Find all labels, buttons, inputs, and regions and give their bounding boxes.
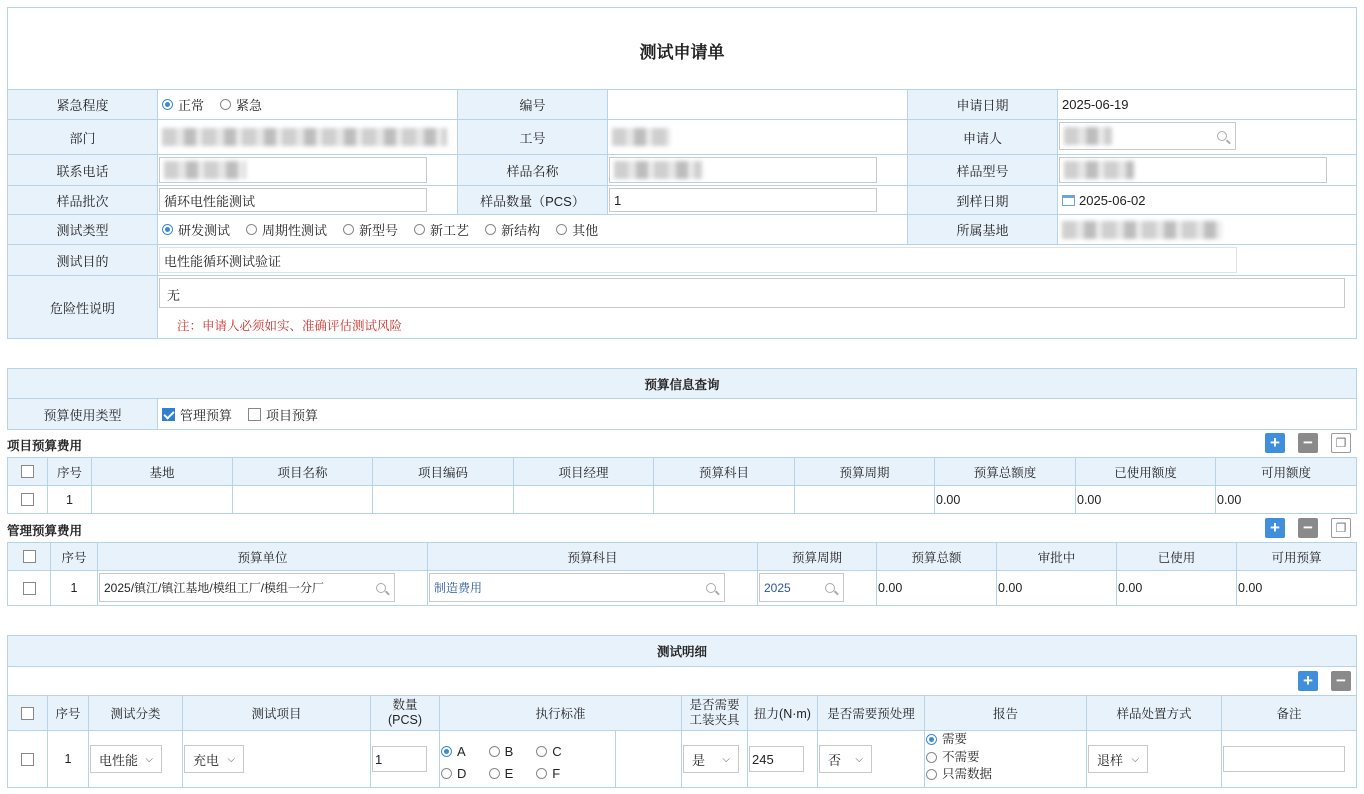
test-type-label: 测试类型 <box>7 214 158 245</box>
search-icon[interactable] <box>1217 131 1227 141</box>
project-col-no: 序号 <box>47 457 92 486</box>
mgmt-col-unit: 预算单位 <box>97 542 428 571</box>
mgmt-subject-value: 制造费用 <box>434 581 483 595</box>
sample-qty-input[interactable]: 1 <box>609 188 877 212</box>
radio-icon <box>485 224 496 235</box>
sample-model-label: 样品型号 <box>907 154 1058 186</box>
arrive-date-cell[interactable] <box>1057 185 1357 215</box>
chevron-down-icon: ⌵ <box>227 753 235 765</box>
radio-checked-icon <box>926 734 937 745</box>
urgency-option-normal[interactable]: 正常 <box>162 95 204 114</box>
sample-batch-label: 样品批次 <box>7 185 158 215</box>
checkbox-icon[interactable] <box>21 465 34 478</box>
urgency-radio-group <box>157 89 458 120</box>
detail-col-fixture: 是否需要 工装夹具 <box>681 695 748 731</box>
radio-icon <box>343 224 354 235</box>
project-col-code: 项目编码 <box>372 457 514 486</box>
urgency-label: 紧急程度 <box>7 89 158 120</box>
chevron-down-icon: ⌵ <box>1131 753 1139 765</box>
test-type-option-periodic[interactable]: 周期性测试 <box>246 220 327 239</box>
chevron-down-icon: ⌵ <box>722 753 730 765</box>
base-value <box>1057 214 1357 245</box>
project-col-total: 预算总额度 <box>934 457 1076 486</box>
arrive-date-label: 到样日期 <box>907 185 1058 215</box>
sample-batch-input[interactable]: 循环电性能测试 <box>159 188 427 212</box>
standard-option-d[interactable]: D <box>441 763 485 784</box>
standard-option-b[interactable]: B <box>489 741 533 762</box>
urgency-option-urgent[interactable]: 紧急 <box>220 95 262 114</box>
report-radio-group <box>926 731 992 784</box>
minus-icon[interactable]: − <box>1298 518 1318 538</box>
budget-use-type-label: 预算使用类型 <box>7 398 158 430</box>
radio-icon <box>246 224 257 235</box>
project-col-manager: 项目经理 <box>513 457 654 486</box>
radio-icon <box>536 768 547 779</box>
redacted-text <box>1064 161 1134 179</box>
dept-value <box>157 119 458 155</box>
project-row-name[interactable] <box>232 485 373 514</box>
test-type-option-new-structure[interactable]: 新结构 <box>485 220 540 239</box>
project-row-subject[interactable] <box>653 485 795 514</box>
dept-label: 部门 <box>7 119 158 155</box>
detail-toolbar <box>7 666 1357 696</box>
copy-icon[interactable]: ❐ <box>1331 518 1351 538</box>
checkbox-checked-icon <box>162 408 175 421</box>
mgmt-col-avail: 可用预算 <box>1236 542 1357 571</box>
page-title: 测试申请单 <box>639 43 725 62</box>
minus-icon[interactable]: − <box>1298 433 1318 453</box>
plus-icon[interactable]: + <box>1265 518 1285 538</box>
detail-col-pretreat: 是否需要预处理 <box>817 695 925 731</box>
budget-option-project[interactable]: 项目预算 <box>248 405 318 424</box>
detail-row-standard-extra <box>615 730 682 788</box>
report-option-data-only[interactable]: 只需数据 <box>926 766 992 784</box>
sample-name-input[interactable] <box>609 157 877 183</box>
calendar-icon[interactable] <box>1062 195 1075 206</box>
radio-icon <box>556 224 567 235</box>
sample-qty-label: 样品数量（PCS） <box>457 185 608 215</box>
hazard-note: 注：申请人必须如实、准确评估测试风险 <box>177 319 403 333</box>
project-col-used: 已使用额度 <box>1075 457 1216 486</box>
search-icon[interactable] <box>706 583 716 593</box>
project-col-base: 基地 <box>91 457 233 486</box>
apply-date-value: 2025-06-19 <box>1057 89 1357 120</box>
hazard-label: 危险性说明 <box>7 275 158 339</box>
qty-input[interactable]: 1 <box>372 746 427 772</box>
radio-checked-icon <box>441 746 452 757</box>
budget-use-type-group <box>157 398 1357 430</box>
detail-col-no: 序号 <box>47 695 89 731</box>
applicant-input[interactable] <box>1059 122 1236 150</box>
checkbox-icon[interactable] <box>21 707 34 720</box>
standard-radio-group <box>441 741 613 785</box>
radio-icon <box>489 768 500 779</box>
mgmt-row-pending: 0.00 <box>996 570 1117 606</box>
test-type-option-rd[interactable]: 研发测试 <box>162 220 230 239</box>
test-type-radio-group <box>157 214 908 245</box>
pretreat-select[interactable]: 否 ⌵ <box>819 745 872 773</box>
detail-col-qty: 数量 (PCS) <box>370 695 440 731</box>
minus-icon[interactable]: − <box>1331 671 1351 691</box>
purpose-input[interactable]: 电性能循环测试验证 <box>159 247 1237 273</box>
mgmt-subject-input[interactable] <box>429 573 725 602</box>
project-col-period: 预算周期 <box>794 457 935 486</box>
detail-row-no: 1 <box>47 730 89 788</box>
arrive-date-value: 2025-06-02 <box>1079 192 1146 208</box>
phone-label: 联系电话 <box>7 154 158 186</box>
mgmt-unit-input[interactable] <box>99 573 395 602</box>
project-row-manager[interactable] <box>513 485 654 514</box>
test-type-option-other[interactable]: 其他 <box>556 220 598 239</box>
detail-col-standard: 执行标准 <box>439 695 682 731</box>
copy-icon[interactable]: ❐ <box>1331 433 1351 453</box>
detail-row-select <box>7 730 48 788</box>
number-label: 编号 <box>457 89 608 120</box>
mgmt-col-subject: 预算科目 <box>427 542 758 571</box>
project-header-select-all <box>7 457 48 486</box>
disposal-select[interactable]: 退样 ⌵ <box>1088 745 1148 773</box>
fixture-select[interactable]: 是 ⌵ <box>683 745 739 773</box>
mgmt-col-no: 序号 <box>50 542 98 571</box>
mgmt-row-select <box>7 570 51 606</box>
mgmt-unit-value: 2025/镇江/镇江基地/模组工厂/模组一分厂 <box>104 581 325 595</box>
plus-icon[interactable]: + <box>1265 433 1285 453</box>
project-budget-title: 项目预算费用 <box>7 439 83 453</box>
emp-no-value <box>607 119 908 155</box>
item-select[interactable]: 充电 ⌵ <box>184 745 244 773</box>
hazard-textarea[interactable]: 无 <box>159 278 1345 308</box>
test-type-option-new-process[interactable]: 新工艺 <box>414 220 469 239</box>
mgmt-col-total: 预算总额 <box>876 542 997 571</box>
project-col-subject: 预算科目 <box>653 457 795 486</box>
report-option-needed[interactable]: 需要 <box>926 731 992 749</box>
test-type-option-new-model[interactable]: 新型号 <box>343 220 398 239</box>
applicant-label: 申请人 <box>907 119 1058 155</box>
remark-input[interactable] <box>1223 746 1345 772</box>
project-row-no: 1 <box>47 485 92 514</box>
mgmt-row-used: 0.00 <box>1116 570 1237 606</box>
redacted-text <box>612 128 670 146</box>
mgmt-col-period: 预算周期 <box>757 542 877 571</box>
search-icon[interactable] <box>376 583 386 593</box>
project-row-total: 0.00 <box>934 485 1076 514</box>
project-row-used: 0.00 <box>1075 485 1216 514</box>
mgmt-period-input[interactable] <box>759 573 844 602</box>
detail-section-title: 测试明细 <box>7 635 1357 667</box>
mgmt-row-total: 0.00 <box>876 570 997 606</box>
standard-option-e[interactable]: E <box>489 763 533 784</box>
checkbox-icon[interactable] <box>21 753 34 766</box>
mgmt-period-value: 2025 <box>764 580 791 595</box>
mgmt-col-used: 已使用 <box>1116 542 1237 571</box>
phone-input[interactable] <box>159 157 427 183</box>
radio-icon <box>489 746 500 757</box>
radio-checked-icon <box>162 224 173 235</box>
category-select[interactable]: 电性能 ⌵ <box>90 745 162 773</box>
radio-checked-icon <box>162 99 173 110</box>
purpose-label: 测试目的 <box>7 244 158 276</box>
project-col-name: 项目名称 <box>232 457 373 486</box>
redacted-text <box>162 128 447 146</box>
standard-option-c[interactable]: C <box>536 741 580 762</box>
chevron-down-icon: ⌵ <box>145 753 153 765</box>
redacted-text <box>1062 221 1222 239</box>
budget-section-title: 预算信息查询 <box>7 368 1357 399</box>
checkbox-icon[interactable] <box>23 550 36 563</box>
mgmt-row-avail: 0.00 <box>1236 570 1357 606</box>
detail-col-torque: 扭力(N·m) <box>747 695 818 731</box>
project-row-select <box>7 485 48 514</box>
torque-input[interactable]: 245 <box>749 746 804 772</box>
radio-icon <box>926 769 937 780</box>
project-row-period[interactable] <box>794 485 935 514</box>
mgmt-header-select-all <box>7 542 51 571</box>
detail-col-report: 报告 <box>924 695 1087 731</box>
number-value <box>607 89 908 120</box>
checkbox-icon[interactable] <box>23 582 36 595</box>
project-row-base[interactable] <box>91 485 233 514</box>
mgmt-col-pending: 审批中 <box>996 542 1117 571</box>
plus-icon[interactable]: + <box>1298 671 1318 691</box>
sample-model-input[interactable] <box>1059 157 1327 183</box>
redacted-text <box>164 161 246 179</box>
report-option-not-needed[interactable]: 不需要 <box>926 749 992 767</box>
chevron-down-icon: ⌵ <box>855 753 863 765</box>
checkbox-icon[interactable] <box>21 493 34 506</box>
emp-no-label: 工号 <box>457 119 608 155</box>
budget-option-mgmt[interactable]: 管理预算 <box>162 405 232 424</box>
project-row-code[interactable] <box>372 485 514 514</box>
mgmt-row-no: 1 <box>50 570 98 606</box>
detail-col-category: 测试分类 <box>88 695 183 731</box>
radio-icon <box>926 752 937 763</box>
mgmt-budget-title: 管理预算费用 <box>7 524 83 538</box>
detail-col-item: 测试项目 <box>182 695 371 731</box>
apply-date-label: 申请日期 <box>907 89 1058 120</box>
detail-col-disposal: 样品处置方式 <box>1086 695 1222 731</box>
base-label: 所属基地 <box>907 214 1058 245</box>
radio-icon <box>220 99 231 110</box>
project-col-avail: 可用额度 <box>1215 457 1357 486</box>
radio-icon <box>441 768 452 779</box>
search-icon[interactable] <box>825 583 835 593</box>
detail-header-select-all <box>7 695 48 731</box>
radio-icon <box>536 746 547 757</box>
standard-option-f[interactable]: F <box>536 763 580 784</box>
checkbox-icon <box>248 408 261 421</box>
redacted-text <box>614 161 702 179</box>
detail-col-remark: 备注 <box>1221 695 1357 731</box>
project-row-avail: 0.00 <box>1215 485 1357 514</box>
standard-option-a[interactable]: A <box>441 741 485 762</box>
radio-icon <box>414 224 425 235</box>
sample-name-label: 样品名称 <box>457 154 608 186</box>
redacted-text <box>1064 127 1112 145</box>
